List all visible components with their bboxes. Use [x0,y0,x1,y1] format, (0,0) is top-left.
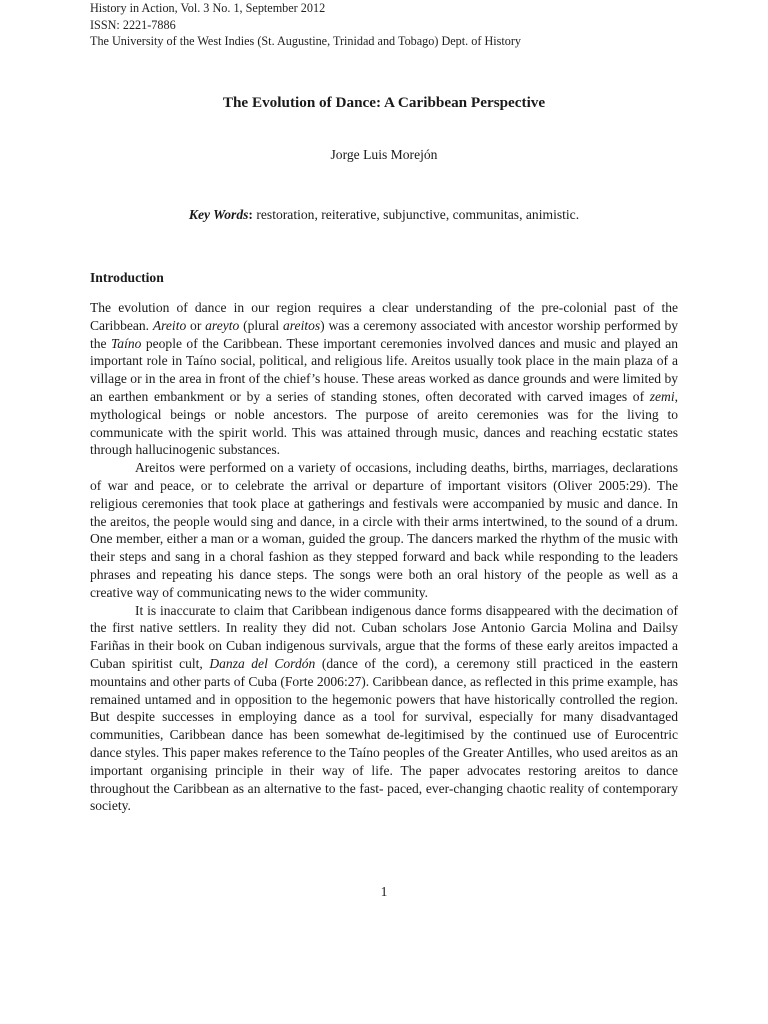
keywords-text: restoration, reiterative, subjunctive, communitas, animistic. [252,207,580,222]
text-run: It is inaccurate to claim that Caribbean indigenous dance forms disappeared with the decimation of the first native settlers. In reality they did not. Cuban scholars Jose Antonio Garcia Molina and Dailsy Fariñas in their book on Cuban indigenous survivals, argue that the forms of these early areitos impacted a Cuban spiritist cult, [90,602,678,671]
author-name: Jorge Luis Morejón [330,147,438,162]
paper-title: The Evolution of Dance: A Caribbean Perspective [222,94,546,111]
text-run: people of the Caribbean. These important ceremonies involved dances and music and played an important role in Taíno social, political, and religious life. Areitos usually took place in the main plaza of a village or in the area in front of the chief’s house. These areas worked as dance grounds and were limited by an earthen embankment or by a series of standing stones, often decorated with carved images of [90,335,678,404]
italic-term: Danza del Cordón [209,655,316,671]
italic-term: Areito [152,317,187,333]
institution: The University of the West Indies (St. Augustine, Trinidad and Tobago) Dept. of History [90,34,522,48]
italic-term: areyto [205,317,240,333]
running-header [90,0,521,50]
keywords-label: Key Words [188,207,249,222]
italic-term: zemi [649,388,675,404]
paragraph-1 [90,299,678,459]
paragraph-2: Areitos were performed on a variety of occasions, including deaths, births, marriages, declarations of war and peace, or to celebrate the arrival or departure of important visitors (Oliver 2005:29). The religious ceremonies that took place at gatherings and festivals were accompanied by music and dance. In the areitos, the people would sing and dance, in a circle with their arms intertwined, to the sound of a drum. One member, either a man or a woman, guided the group. The dancers marked the rhythm of the music with their steps and sang in a choral fashion as they stepped forward and back while responding to the leaders phrases and repeating his dance steps. The songs were both an oral history of the people as well as a creative way of communicating news to the wider community. [90,460,678,600]
page-number: 1 [380,884,388,899]
italic-term: areitos [283,317,321,333]
keywords-line [0,207,768,223]
text-run: ) was a ceremony associated with ancestor worship performed by the [90,317,678,351]
text-run: (dance of the cord), a ceremony still practiced in the eastern mountains and other parts of Cuba (Forte 2006:27). Caribbean dance, as reflected in this prime example, has remained untamed and in opposition to the hegemonic powers that have historically controlled the region. But despite successes in employing dance as a tool for survival, especially for many disadvantaged communities, Caribbean dance has been somewhat de-legitimised by the continued use of Eurocentric dance styles. This paper makes reference to the Taíno peoples of the Greater Antilles, who used areitos as an important organising principle in their way of life. The paper advocates restoring areitos to dance throughout the Caribbean as an alternative to the fast- paced, ever-changing chaotic reality of contemporary society. [90,655,678,814]
keywords-separator: : [248,207,253,222]
issn: ISSN: 2221-7886 [90,17,176,32]
text-run: , mythological beings or noble ancestors. The purpose of areito ceremonies was for the living to communicate with the spirit world. This was attained through music, dances and reaching ecstatic states through hallucinogenic substances. [90,388,678,458]
section-heading-introduction: Introduction [90,270,164,285]
text-run: or [186,317,206,333]
text-run: (plural [239,317,284,333]
italic-term: Taíno [111,335,142,351]
journal-citation: History in Action, Vol. 3 No. 1, September 2012 [90,1,326,15]
text-run: The evolution of dance in our region requires a clear understanding of the pre-colonial past of the Caribbean. [90,300,678,333]
body-text [90,299,678,815]
paragraph-3 [90,602,678,816]
